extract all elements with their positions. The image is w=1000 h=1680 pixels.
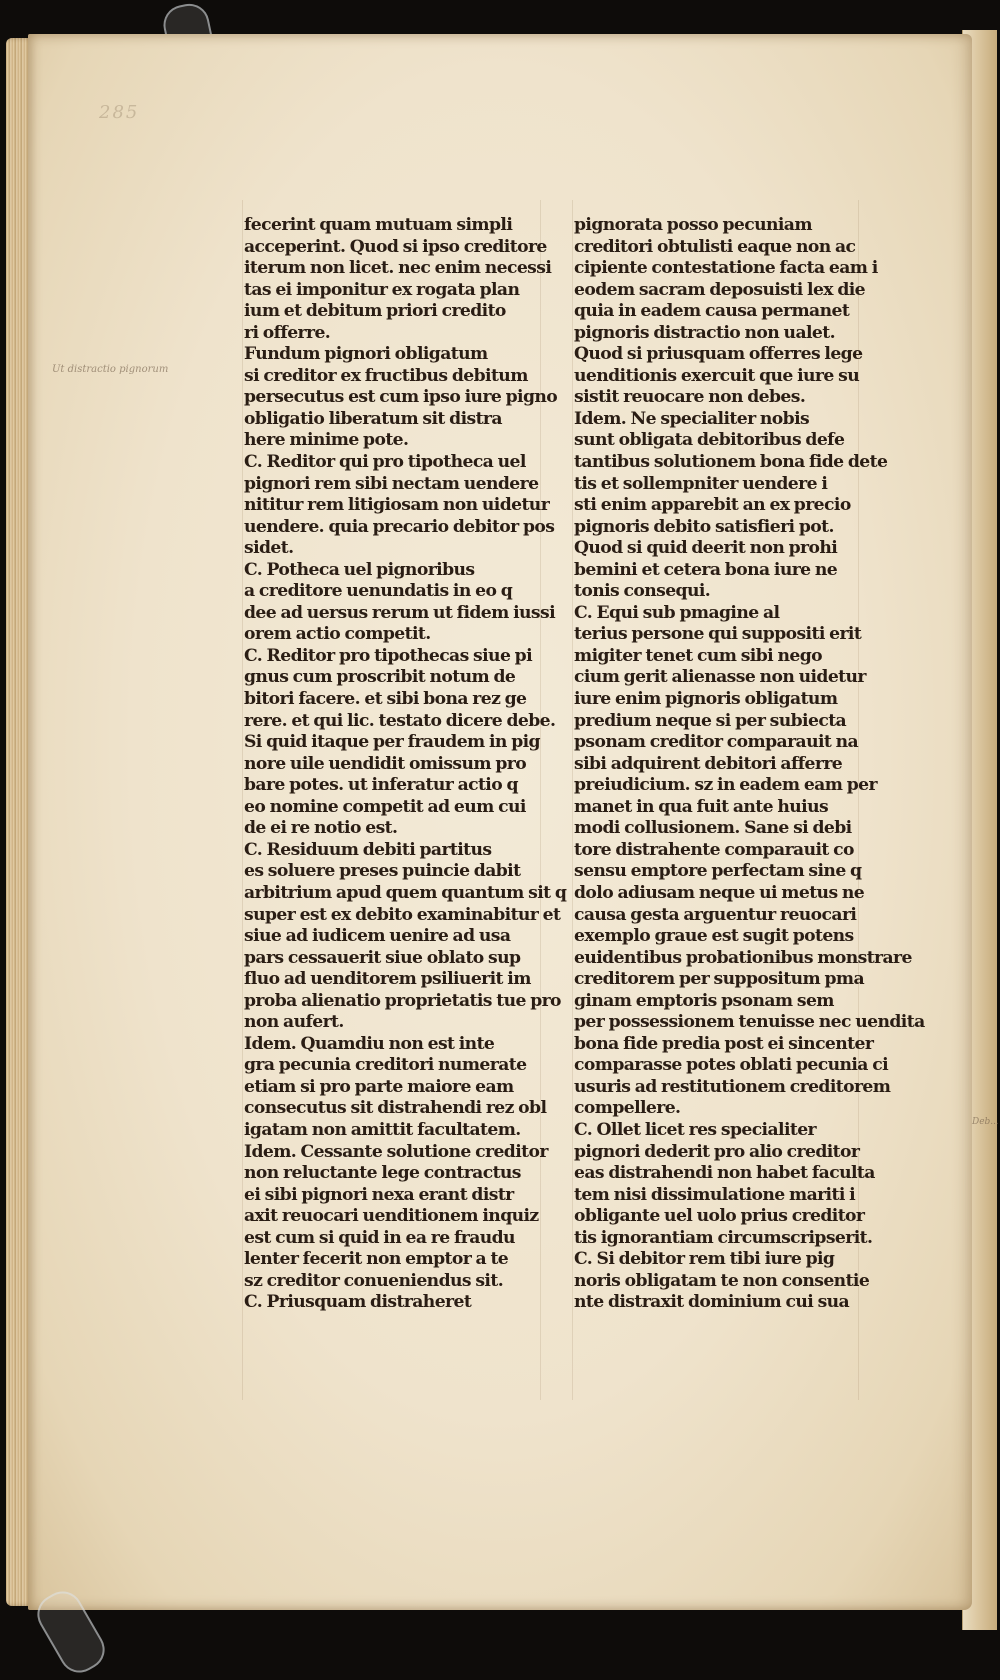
text-line: Idem. Ne specialiter nobis — [574, 408, 810, 429]
text-line: manet in qua fuit ante huius — [574, 796, 829, 817]
text-line: dolo adiusam neque ui metus ne — [574, 882, 865, 903]
text-line: Quod si quid deerit non prohi — [574, 538, 838, 559]
text-line: sti enim apparebit an ex precio — [574, 495, 851, 516]
text-line: tis et sollempniter uendere i — [574, 473, 828, 494]
text-line: sibi adquirent debitori afferre — [574, 753, 843, 774]
text-line: bona fide predia post ei sincenter — [574, 1033, 874, 1054]
text-line: bare potes. ut inferatur actio q — [244, 775, 518, 796]
text-line: rere. et qui lic. testato dicere debe. — [244, 710, 556, 731]
folio-number: 285 — [99, 102, 140, 123]
text-line: C. Priusquam distraheret — [244, 1292, 472, 1313]
text-line: fluo ad uenditorem psiliuerit im — [244, 969, 531, 990]
text-line: sidet. — [244, 538, 294, 559]
text-line: uenditionis exercuit que iure su — [574, 365, 860, 386]
text-line: pignorata posso pecuniam — [574, 215, 812, 235]
text-line: C. Equi sub pmagine al — [574, 602, 780, 623]
text-line: Si quid itaque per fraudem in pig — [244, 732, 540, 753]
text-line: C. Ollet licet res specialiter — [574, 1119, 817, 1140]
text-line: exemplo graue est sugit potens — [574, 926, 854, 947]
text-line: si creditor ex fructibus debitum — [244, 365, 528, 386]
text-line: tis ignorantiam circumscripserit. — [574, 1227, 873, 1248]
text-line: Idem. Cessante solutione creditor — [244, 1141, 548, 1162]
text-line: est cum si quid in ea re fraudu — [244, 1227, 515, 1248]
text-line: ri offerre. — [244, 322, 331, 343]
text-line: C. Si debitor rem tibi iure pig — [574, 1249, 835, 1270]
text-line: igatam non amittit facultatem. — [244, 1119, 521, 1140]
text-line: compellere. — [574, 1098, 681, 1119]
text-line: ginam emptoris psonam sem — [574, 990, 834, 1011]
text-line: non aufert. — [244, 1012, 344, 1033]
text-line: tonis consequi. — [574, 581, 711, 602]
text-line: bitori facere. et sibi bona rez ge — [244, 689, 527, 710]
text-line: dee ad uersus rerum ut fidem iussi — [244, 602, 556, 623]
text-line: ei sibi pignori nexa erant distr — [244, 1184, 514, 1205]
text-line: tantibus solutionem bona fide dete — [574, 452, 888, 473]
text-line: C. Potheca uel pignoribus — [244, 559, 475, 580]
text-line: creditorem per suppositum pma — [574, 969, 864, 990]
text-line: ium et debitum priori credito — [244, 301, 506, 322]
text-line: preiudicium. sz in eadem eam per — [574, 775, 877, 796]
text-column-left — [244, 215, 567, 1314]
text-line: gra pecunia creditori numerate — [244, 1055, 527, 1076]
text-line: sistit reuocare non debes. — [574, 387, 806, 408]
text-line: pignori dederit pro alio creditor — [574, 1141, 860, 1162]
text-line: cium gerit alienasse non uidetur — [574, 667, 866, 688]
text-line: non reluctante lege contractus — [244, 1163, 521, 1184]
text-line: sensu emptore perfectam sine q — [574, 861, 862, 882]
right-marginal-note: Deb... — [972, 1117, 999, 1127]
text-line: gnus cum proscribit notum de — [244, 667, 516, 688]
text-line: axit reuocari uenditionem inquiz — [244, 1206, 539, 1227]
text-line: persecutus est cum ipso iure pigno — [244, 387, 558, 408]
text-line: uendere. quia precario debitor pos — [244, 516, 555, 537]
text-line: obligante uel uolo prius creditor — [574, 1206, 865, 1227]
column-ruling — [242, 200, 243, 1400]
text-line: C. Reditor qui pro tipotheca uel — [244, 452, 526, 473]
text-line: causa gesta arguentur reuocari — [574, 904, 857, 925]
text-line: nte distraxit dominium cui sua — [574, 1292, 850, 1313]
text-line: pignoris debito satisfieri pot. — [574, 516, 834, 537]
left-marginal-note: Ut distractio pignorum — [52, 364, 169, 375]
text-line: cipiente contestatione facta eam i — [574, 258, 878, 279]
text-line: pars cessauerit siue oblato sup — [244, 947, 521, 968]
text-line: es soluere preses puincie dabit — [244, 861, 521, 882]
text-line: nore uile uendidit omissum pro — [244, 753, 527, 774]
text-line: eodem sacram deposuisti lex die — [574, 279, 866, 300]
text-line: eo nomine competit ad eum cui — [244, 796, 526, 817]
text-line: noris obligatam te non consentie — [574, 1270, 870, 1291]
text-line: pignori rem sibi nectam uendere — [244, 473, 539, 494]
text-line: lenter fecerit non emptor a te — [244, 1249, 509, 1270]
text-line: Idem. Quamdiu non est inte — [244, 1033, 495, 1054]
text-line: sz creditor conueniendus sit. — [244, 1270, 504, 1291]
text-line: tem nisi dissimulatione mariti i — [574, 1184, 856, 1205]
text-line: de ei re notio est. — [244, 818, 398, 839]
text-line: fecerint quam mutuam simpli — [244, 215, 513, 235]
text-line: bemini et cetera bona iure ne — [574, 559, 838, 580]
text-line: modi collusionem. Sane si debi — [574, 818, 852, 839]
text-line: sunt obligata debitoribus defe — [574, 430, 845, 451]
text-line: super est ex debito examinabitur et — [244, 904, 561, 925]
text-line: consecutus sit distrahendi rez obl — [244, 1098, 547, 1119]
text-line: arbitrium apud quem quantum sit q — [244, 882, 567, 903]
text-column-right — [574, 215, 925, 1314]
text-line: acceperint. Quod si ipso creditore — [244, 236, 547, 257]
text-line: proba alienatio proprietatis tue pro — [244, 990, 561, 1011]
text-line: comparasse potes oblati pecunia ci — [574, 1055, 889, 1076]
text-line: psonam creditor comparauit na — [574, 732, 859, 753]
text-line: eas distrahendi non habet faculta — [574, 1163, 875, 1184]
text-line: orem actio competit. — [244, 624, 431, 645]
text-line: a creditore uenundatis in eo q — [244, 581, 513, 602]
text-line: creditori obtulisti eaque non ac — [574, 236, 856, 257]
column-ruling — [572, 200, 573, 1400]
text-line: terius persone qui suppositi erit — [574, 624, 862, 645]
text-line: tas ei imponitur ex rogata plan — [244, 279, 520, 300]
text-line: migiter tenet cum sibi nego — [574, 645, 822, 666]
text-line: obligatio liberatum sit distra — [244, 408, 502, 429]
column-ruling — [540, 200, 541, 1400]
text-line: Fundum pignori obligatum — [244, 344, 488, 365]
text-line: C. Residuum debiti partitus — [244, 839, 492, 860]
text-line: siue ad iudicem uenire ad usa — [244, 926, 511, 947]
text-line: euidentibus probationibus monstrare — [574, 947, 912, 968]
text-line: here minime pote. — [244, 430, 409, 451]
text-line: etiam si pro parte maiore eam — [244, 1076, 514, 1097]
text-line: per possessionem tenuisse nec uendita — [574, 1012, 925, 1033]
text-line: quia in eadem causa permanet — [574, 301, 850, 322]
text-line: predium neque si per subiecta — [574, 710, 847, 731]
text-line: C. Reditor pro tipothecas siue pi — [244, 645, 533, 666]
text-line: nititur rem litigiosam non uidetur — [244, 495, 550, 516]
text-line: iterum non licet. nec enim necessi — [244, 258, 552, 279]
text-line: tore distrahente comparauit co — [574, 839, 854, 860]
text-line: Quod si priusquam offerres lege — [574, 344, 863, 365]
text-line: pignoris distractio non ualet. — [574, 322, 835, 343]
text-line: usuris ad restitutionem creditorem — [574, 1076, 891, 1097]
text-line: iure enim pignoris obligatum — [574, 689, 838, 710]
